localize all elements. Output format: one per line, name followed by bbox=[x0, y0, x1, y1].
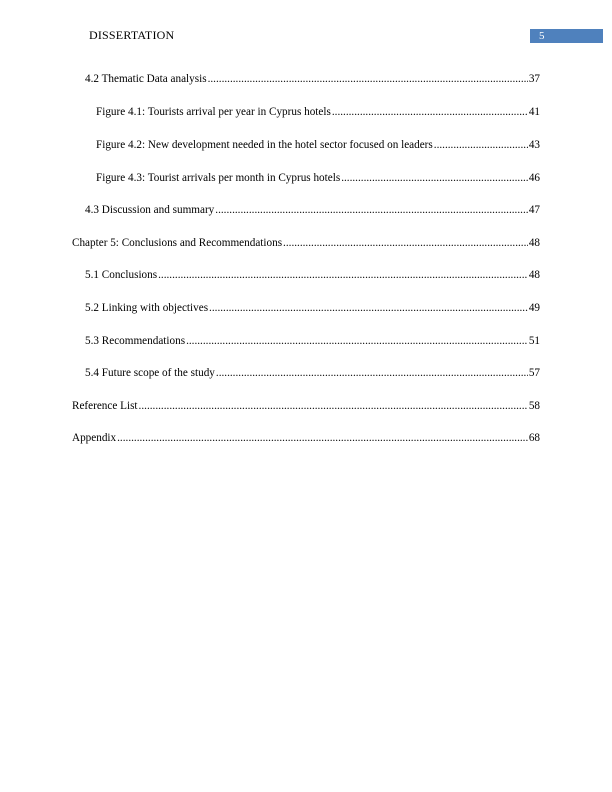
toc-dot-leader bbox=[283, 236, 528, 250]
toc-entry[interactable] bbox=[96, 171, 540, 185]
toc-dot-leader bbox=[186, 334, 528, 348]
toc-entry-title: 5.3 Recommendations bbox=[85, 335, 186, 347]
toc-entry[interactable] bbox=[96, 105, 540, 119]
toc-entry-page: 68 bbox=[528, 432, 540, 444]
toc-entry-title: Figure 4.3: Tourist arrivals per month in Cyprus hotels bbox=[96, 172, 341, 184]
toc-entry[interactable] bbox=[85, 334, 540, 348]
toc-entry[interactable] bbox=[85, 203, 540, 217]
toc-entry-page: 57 bbox=[528, 367, 540, 379]
toc-entry[interactable] bbox=[85, 301, 540, 315]
toc-entry[interactable] bbox=[85, 366, 540, 380]
toc-entry-title: Figure 4.1: Tourists arrival per year in Cyprus hotels bbox=[96, 106, 331, 118]
toc-entry-page: 37 bbox=[528, 73, 540, 85]
toc-entry-page: 48 bbox=[528, 269, 540, 281]
toc-dot-leader bbox=[332, 105, 528, 119]
toc-dot-leader bbox=[209, 301, 528, 315]
toc-dot-leader bbox=[139, 399, 528, 413]
toc-entry[interactable] bbox=[72, 236, 540, 250]
toc-entry-title: Appendix bbox=[72, 432, 117, 444]
toc-entry-page: 43 bbox=[528, 139, 540, 151]
toc-entry-title: Chapter 5: Conclusions and Recommendations bbox=[72, 237, 283, 249]
toc-dot-leader bbox=[117, 431, 528, 445]
toc-entry[interactable] bbox=[85, 72, 540, 86]
toc-entry-page: 49 bbox=[528, 302, 540, 314]
toc-dot-leader bbox=[341, 171, 528, 185]
running-header-title: DISSERTATION bbox=[89, 28, 175, 42]
toc-entry-page: 46 bbox=[528, 172, 540, 184]
toc-dot-leader bbox=[158, 268, 528, 282]
toc-entry-page: 41 bbox=[528, 106, 540, 118]
toc-entry-title: Reference List bbox=[72, 400, 138, 412]
toc-entry-title: 5.1 Conclusions bbox=[85, 269, 158, 281]
toc-dot-leader bbox=[216, 366, 528, 380]
toc-entry[interactable] bbox=[72, 399, 540, 413]
toc-dot-leader bbox=[215, 203, 528, 217]
toc-entry[interactable] bbox=[96, 138, 540, 152]
toc-entry-title: 4.3 Discussion and summary bbox=[85, 204, 215, 216]
page-number-badge: 5 bbox=[530, 29, 603, 43]
toc-entry-title: 5.2 Linking with objectives bbox=[85, 302, 209, 314]
toc-entry-page: 48 bbox=[528, 237, 540, 249]
toc-entry-title: 5.4 Future scope of the study bbox=[85, 367, 215, 379]
toc-entry-title: 4.2 Thematic Data analysis bbox=[85, 73, 207, 85]
toc-entry-title: Figure 4.2: New development needed in the hotel sector focused on leaders bbox=[96, 139, 433, 151]
toc-entry[interactable] bbox=[85, 268, 540, 282]
toc-dot-leader bbox=[434, 138, 528, 152]
toc-entry-page: 47 bbox=[528, 204, 540, 216]
toc-entry[interactable] bbox=[72, 431, 540, 445]
toc-dot-leader bbox=[208, 72, 528, 86]
toc-entry-page: 51 bbox=[528, 335, 540, 347]
toc-entry-page: 58 bbox=[528, 400, 540, 412]
